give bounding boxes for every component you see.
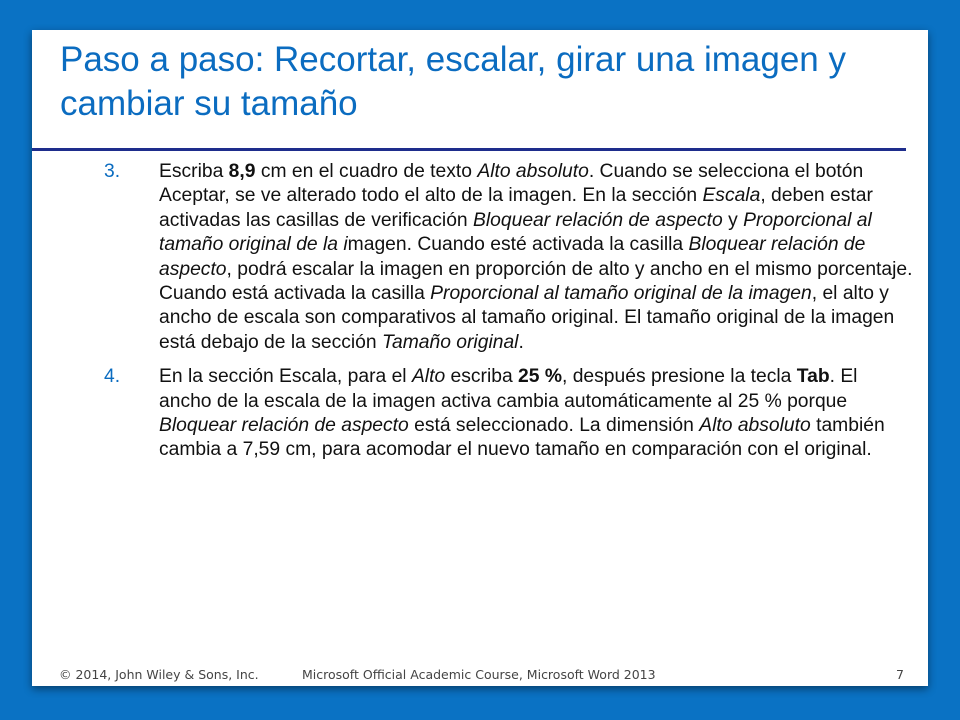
list-item-number: 3. [104,161,121,182]
course-text: Microsoft Official Academic Course, Microsoft Word 2013 [302,667,656,682]
text-run: Bloquear relación de aspecto [159,415,409,437]
slide [32,30,928,686]
text-run: Bloquear relación de aspecto [473,209,723,231]
slide-body [104,160,914,473]
list-item-text [159,160,914,355]
text-run: , deben estar activadas las casillas de verificación [159,185,873,231]
list-item-number: 4. [104,366,121,388]
text-run: Alto absoluto [699,415,811,437]
text-run: . Cuando se selecciona el botón Aceptar, se ve alterado todo el alto de la imagen. En la sección [159,161,864,207]
text-run: Escriba [159,161,229,182]
slide-footer [32,667,928,683]
text-run: Escala [702,185,761,207]
text-run: y [722,209,744,231]
text-run: Alto absoluto [477,161,589,182]
copyright-text: © 2014, John Wiley & Sons, Inc. [59,667,259,682]
text-run: Alto [411,366,446,388]
slide-title: Paso a paso: Recortar, escalar, girar una imagen y cambiar su tamaño [60,40,846,123]
text-run: , después presione la tecla [562,366,797,388]
list-item-text [159,365,914,463]
text-run: Bloquear relación de aspecto [159,234,866,280]
text-run: , podrá escalar la imagen en proporción de alto y ancho en el mismo porcentaje. Cuando está activada la casilla [159,258,913,305]
text-run: Tab [796,366,830,388]
text-run: cm en el cuadro de texto [255,161,478,182]
list-item [104,365,914,463]
page-number: 7 [896,667,904,682]
text-run: . El ancho de la escala de la imagen activa cambia automáticamente al 25 % porque [159,366,858,412]
text-run: magen. Cuando esté activada la casilla [347,234,689,256]
text-run: . [518,331,524,353]
text-run: está seleccionado. La dimensión [408,415,700,437]
text-run: 8,9 [228,161,256,182]
list-item [104,160,914,355]
text-run: Proporcional al tamaño original de la i [159,209,872,256]
text-run: En la sección Escala, para el [159,366,412,388]
text-run: Tamaño original [381,331,519,353]
text-run: también cambia a 7,59 cm, para acomodar el nuevo tamaño en comparación con el original. [159,415,885,461]
text-run: Proporcional al tamaño original de la imagen [430,283,812,305]
text-run: , el alto y ancho de escala son comparativos al tamaño original. El tamaño original de la imagen está debajo de la sección [159,283,895,353]
title-divider [32,148,906,151]
text-run: escriba [445,366,519,388]
text-run: 25 % [518,366,562,388]
